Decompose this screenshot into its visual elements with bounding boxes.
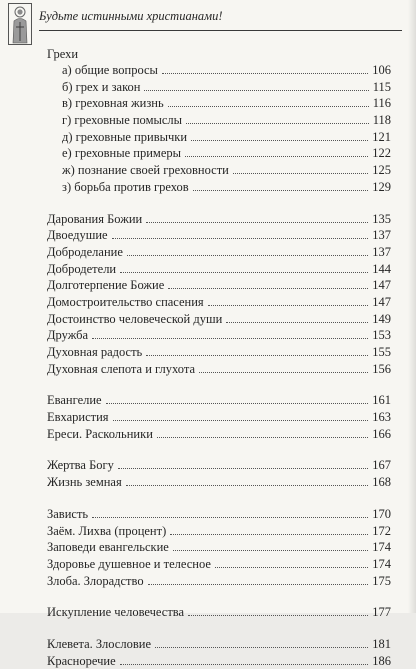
toc-entry — [47, 506, 391, 523]
toc-group-zh — [47, 457, 391, 490]
toc-entry-label: Заповеди евангельские — [47, 540, 169, 555]
toc-group-sins — [47, 62, 391, 196]
toc-entry-page: 144 — [372, 261, 391, 276]
toc-entry-page: 115 — [372, 79, 391, 94]
dot-leader — [162, 73, 368, 74]
dot-leader — [120, 664, 369, 665]
dot-leader — [92, 517, 368, 518]
toc-entry-label: Ереси. Раскольники — [47, 426, 153, 441]
toc-entry-label: Домостроительство спасения — [47, 294, 204, 309]
toc-entry-page: 186 — [372, 653, 391, 668]
toc-entry-label: а) общие вопросы — [62, 63, 158, 77]
toc-entry-page: 175 — [372, 573, 391, 588]
toc-entry — [47, 277, 391, 294]
toc-entry-page: 147 — [372, 278, 391, 293]
toc-entry-page: 121 — [372, 129, 391, 144]
toc-entry — [47, 457, 391, 474]
toc-group-d — [47, 211, 391, 378]
toc-entry-page: 153 — [372, 328, 391, 343]
toc-entry-label: Зависть — [47, 506, 89, 521]
toc-group-e — [47, 392, 391, 442]
toc-entry — [47, 361, 391, 378]
group-gap — [47, 491, 391, 506]
toc-entry — [47, 327, 391, 344]
toc-entry-label: б) грех и закон — [62, 79, 141, 94]
toc-entry — [47, 145, 391, 162]
toc-entry-page: 106 — [372, 63, 391, 77]
toc-entry — [47, 311, 391, 328]
toc-entry-label: Искупление человечества — [47, 605, 185, 620]
dot-leader — [186, 123, 369, 124]
toc-entry-label: Жизнь земная — [47, 475, 122, 490]
dot-leader — [113, 420, 369, 421]
toc-entry-label: Духовная слепота и глухота — [47, 361, 196, 376]
dot-leader — [155, 647, 368, 648]
toc-entry — [47, 244, 391, 261]
dot-leader — [170, 534, 368, 535]
dot-leader — [146, 222, 368, 223]
toc-entry-label: г) греховные помыслы — [62, 113, 183, 128]
toc-entry-label: Дружба — [47, 328, 89, 343]
toc-entry-label: Доброделание — [47, 244, 123, 259]
dot-leader — [185, 156, 368, 157]
toc-entry-label: е) греховные примеры — [62, 146, 182, 161]
toc-entry — [47, 62, 391, 79]
toc-group-k — [47, 636, 391, 669]
dot-leader — [188, 615, 368, 616]
toc-entry-label: в) греховная жизнь — [62, 96, 164, 111]
dot-leader — [127, 255, 368, 256]
saint-icon — [8, 3, 32, 45]
toc-entry — [47, 344, 391, 361]
dot-leader — [168, 106, 369, 107]
dot-leader — [106, 403, 369, 404]
dot-leader — [199, 372, 368, 373]
toc-entry-page: 137 — [372, 244, 391, 259]
dot-leader — [148, 584, 369, 585]
dot-leader — [157, 437, 368, 438]
toc-entry-label: Здоровье душевное и телесное — [47, 556, 211, 571]
dot-leader — [92, 338, 368, 339]
group-gap — [47, 196, 391, 211]
toc-entry — [47, 179, 391, 196]
dot-leader — [168, 288, 368, 289]
toc-entry-label: д) греховные привычки — [62, 129, 188, 144]
dot-leader — [144, 90, 368, 91]
toc-entry — [47, 604, 391, 621]
toc-entry — [47, 79, 391, 96]
toc-entry — [47, 474, 391, 491]
group-gap — [47, 621, 391, 636]
dot-leader — [208, 305, 369, 306]
dot-leader — [120, 272, 368, 273]
toc-entry-page: 149 — [372, 311, 391, 326]
dot-leader — [215, 567, 368, 568]
section-title: Грехи — [47, 47, 79, 61]
toc-entry — [47, 539, 391, 556]
toc-entry-page: 172 — [372, 523, 391, 538]
toc-entry-page: 116 — [372, 96, 391, 111]
dot-leader — [226, 322, 368, 323]
toc-entry-page: 166 — [372, 426, 391, 441]
group-gap — [47, 442, 391, 457]
toc-entry — [47, 162, 391, 179]
toc-entry — [47, 129, 391, 146]
toc-group-z — [47, 506, 391, 589]
dot-leader — [126, 485, 369, 486]
toc-entry — [47, 294, 391, 311]
toc-entry — [47, 426, 391, 443]
toc-entry-label: Заём. Лихва (процент) — [47, 523, 167, 538]
dot-leader — [146, 355, 368, 356]
toc-entry — [47, 95, 391, 112]
group-gap — [47, 377, 391, 392]
toc-entry — [47, 409, 391, 426]
toc-entry-label: з) борьба против грехов — [62, 179, 189, 194]
toc-entry — [47, 261, 391, 278]
toc-entry-label: Жертва Богу — [47, 458, 114, 473]
running-head: Будьте истинными христианами! — [39, 9, 223, 23]
toc-entry-page: 129 — [372, 179, 391, 194]
toc-entry-page: 174 — [372, 540, 391, 555]
toc-entry — [47, 392, 391, 409]
toc-entry-page: 161 — [372, 393, 391, 408]
toc-entry — [47, 227, 391, 244]
toc-entry-label: ж) познание своей греховности — [62, 163, 229, 178]
toc-entry-label: Дарования Божии — [47, 211, 143, 226]
dot-leader — [193, 190, 369, 191]
dot-leader — [191, 140, 368, 141]
toc-entry — [47, 523, 391, 540]
toc-entry-page: 170 — [372, 506, 391, 521]
toc-entry — [47, 636, 391, 653]
toc-entry-label: Злоба. Злорадство — [47, 573, 144, 588]
toc-entry — [47, 573, 391, 590]
toc-entry-page: 125 — [372, 163, 391, 178]
toc-entry-label: Двоедушие — [47, 228, 108, 243]
dot-leader — [118, 468, 368, 469]
toc-group-i — [47, 604, 391, 621]
group-gap — [47, 589, 391, 604]
dot-leader — [112, 238, 369, 239]
toc-entry-label: Евангелие — [47, 393, 102, 408]
toc-entry-page: 168 — [372, 475, 391, 490]
toc-entry-page: 122 — [372, 146, 391, 161]
toc-entry-label: Клевета. Злословие — [47, 636, 151, 651]
toc-entry-page: 147 — [372, 294, 391, 309]
dot-leader — [173, 550, 368, 551]
toc-entry-label: Духовная радость — [47, 345, 143, 359]
toc-entry-label: Добродетели — [47, 261, 117, 276]
toc-entry-page: 167 — [372, 458, 391, 473]
toc-entry — [47, 211, 391, 228]
toc-entry-page: 118 — [372, 113, 391, 128]
toc-entry — [47, 653, 391, 669]
toc-entry-page: 181 — [372, 636, 391, 651]
toc-entry-page: 177 — [372, 605, 391, 620]
header-rule — [39, 30, 402, 31]
toc-entry — [47, 556, 391, 573]
toc-entry-label: Евхаристия — [47, 410, 109, 425]
toc-entry-page: 174 — [372, 556, 391, 571]
toc-entry-label: Достоинство человеческой души — [47, 311, 223, 326]
dot-leader — [233, 173, 368, 174]
toc-entry-page: 163 — [372, 410, 391, 425]
toc-entry-page: 156 — [372, 361, 391, 376]
toc-entry-page: 135 — [372, 211, 391, 226]
toc-entry-label: Красноречие — [47, 653, 116, 668]
toc-entry — [47, 112, 391, 129]
toc-entry-page: 137 — [372, 228, 391, 243]
toc-entry-label: Долготерпение Божие — [47, 278, 165, 293]
toc-entry-page: 155 — [372, 345, 391, 359]
table-of-contents — [47, 46, 391, 669]
